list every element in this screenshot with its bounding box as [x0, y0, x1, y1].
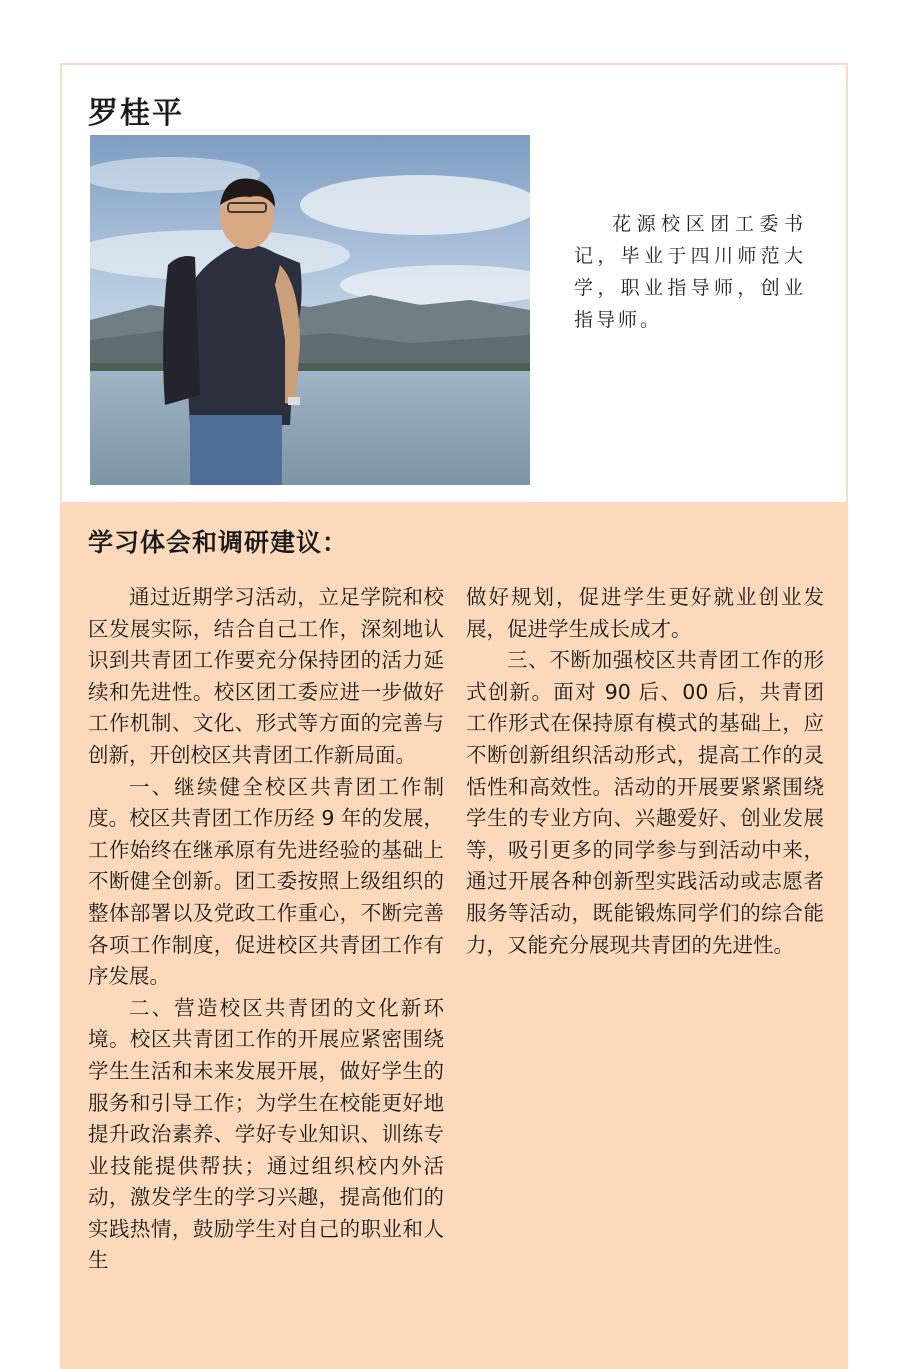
paragraph-point-2-continued: 做好规划，促进学生更好就业创业发展，促进学生成长成才。	[466, 585, 824, 641]
person-name: 罗桂平	[88, 96, 184, 131]
paragraph-intro: 通过近期学习活动，立足学院和校区发展实际，结合自己工作，深刻地认识到共青团工作要充分保持团的活力延续和先进性。校区团工委应进一步做好工作机制、文化、形式等方面的完善与创新，开创校区共青团工作新局面。	[88, 585, 444, 767]
paragraph-point-3: 三、不断加强校区共青团工作的形式创新。面对 90 后、00 后，共青团工作形式在保持原有模式的基础上，应不断创新组织活动形式，提高工作的灵恬性和高效性。活动的开展要紧紧围绕学生的专业方向、兴趣爱好、创业发展等，吸引更多的同学参与到活动中来，通过开展各种创新型实践活动或志愿者服务等活动，既能锻炼同学们的综合能力，又能充分展现共青团的先进性。	[466, 648, 824, 957]
section-title: 学习体会和调研建议：	[88, 528, 349, 557]
portrait-photo	[90, 135, 530, 485]
paragraph-point-2: 二、营造校区共青团的文化新环境。校区共青团工作的开展应紧密围绕学生生活和未来发展开展，做好学生的服务和引导工作；为学生在校能更好地提升政治素养、学好专业知识、训练专业技能提供帮扶；通过组织校内外活动，激发学生的学习兴趣，提高他们的实践热情，鼓励学生对自己的职业和人生	[88, 995, 444, 1273]
person-bio: 花源校区团工委书记，毕业于四川师范大学，职业指导师，创业指导师。	[574, 213, 806, 331]
paragraph-point-1: 一、继续健全校区共青团工作制度。校区共青团工作历经 9 年的发展，工作始终在继承原有先进经验的基础上不断健全创新。团工委按照上级组织的整体部署以及党政工作重心，不断完善各项工作制度，促进校区共青团工作有序发展。	[88, 774, 444, 989]
left-column	[88, 582, 444, 1277]
right-column	[466, 582, 824, 961]
portrait-photo-illustration	[90, 135, 530, 485]
